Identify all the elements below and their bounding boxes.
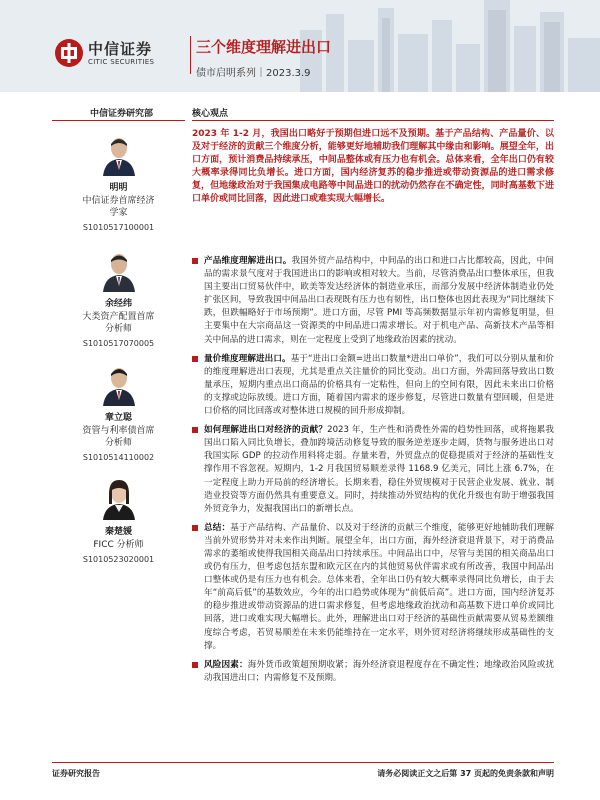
summary-paragraph: 2023 年 1-2 月，我国出口略好于预期但进口远不及预期。基于产品结构、产品量价、以及对于经济的贡献三个维度分析，能够更好地辅助我们理解其中缘由和影响。展望全年，出口方面，预计消费品持续承压，中间品整体或有压力也有机会。总体来看，全年出口仍有较大概率录得同比负增长。进口方面，国内经济复苏的稳步推进或带动资源品的进口需求修复，但地缘政治对于我国集成电路等中间品进口的扰动仍然存在不确定性，同时高基数下进口单价或同比回落，因此进口或难实现大幅增长。 xyxy=(192,129,554,205)
analyst-photo xyxy=(101,364,137,406)
footer-report-type: 证券研究报告 xyxy=(52,769,100,778)
main-divider xyxy=(192,120,554,121)
bullet-square-icon xyxy=(192,662,198,668)
analyst-title: 分析师 xyxy=(104,324,132,334)
analyst-title: 分析师 xyxy=(104,438,132,448)
analyst-name: 章立聪 xyxy=(104,413,132,423)
bullet-item xyxy=(192,522,554,653)
analyst-card xyxy=(52,250,185,350)
analyst-card xyxy=(52,364,185,464)
analyst-license-id: S1010517100001 xyxy=(82,223,155,232)
analyst-title: 资管与利率债首席 xyxy=(82,426,155,436)
sidebar-divider xyxy=(52,120,185,121)
analyst-card xyxy=(52,134,185,234)
analyst-license-id: S1010523020001 xyxy=(82,555,155,564)
bullet-heading: 如何理解进出口对经济的贡献？ xyxy=(204,425,328,436)
report-subtitle: 债市启明系列｜2023.3.9 xyxy=(196,68,311,79)
bullet-square-icon xyxy=(192,258,198,264)
footer-divider xyxy=(52,762,554,763)
bullet-item xyxy=(192,255,554,347)
header-divider xyxy=(190,36,191,74)
bullet-square-icon xyxy=(192,356,198,362)
analyst-photo xyxy=(101,134,137,176)
report-title: 三个维度理解进出口 xyxy=(196,38,332,56)
analyst-title: 学家 xyxy=(109,208,128,218)
analyst-photo xyxy=(101,250,137,292)
bullet-heading: 产品维度理解进出口。 xyxy=(204,256,292,266)
analyst-title: 中信证券首席经济 xyxy=(82,196,155,206)
bullet-square-icon xyxy=(192,525,198,531)
analyst-title: 大类资产配置首席 xyxy=(82,312,155,322)
analyst-name: 秦楚媛 xyxy=(104,527,132,537)
sidebar-heading: 中信证券研究部 xyxy=(90,109,154,119)
bullet-square-icon xyxy=(192,427,198,433)
analyst-license-id: S1010517070005 xyxy=(82,339,155,348)
report-header xyxy=(0,0,600,92)
logo-english-text: CITIC SECURITIES xyxy=(88,58,155,66)
analyst-name: 余经纬 xyxy=(104,299,132,309)
analyst-license-id: S1010514110002 xyxy=(82,453,155,462)
citic-securities-logo xyxy=(54,38,184,72)
analyst-card xyxy=(52,478,185,566)
bullet-heading: 风险因素： xyxy=(204,659,248,670)
footer-disclaimer: 请务必阅读正文之后第 37 页起的免责条款和声明 xyxy=(377,769,554,778)
bullet-item xyxy=(192,424,554,516)
bullet-body: 海外货币政策超预期收紧；海外经济衰退程度存在不确定性；地缘政治风险或扰动我国进出口；内需修复不及预期。 xyxy=(204,659,554,683)
analyst-photo xyxy=(101,478,137,520)
analyst-title: FICC 分析师 xyxy=(93,540,144,550)
citic-logo-icon xyxy=(54,38,84,68)
bullet-item xyxy=(192,353,554,418)
bullet-heading: 量价维度理解进出口。 xyxy=(204,353,291,364)
bullet-body: 基于“进出口金额=进出口数量*进出口单价”，我们可以分别从量和价的维度理解进出口表现，尤其是重点关注量价的同比变动。出口方面，外需回落导致出口数量承压，短期内重点出口商品的价格具有一定粘性，但向上的空间有限，因此未来出口价格的支撑或边际放缓。进口方面，随着国内需求的逐步修复，尽管进口数量有望回暖，但是进口价格的同比回落或对整体进口规模的回升形成抑制。 xyxy=(204,353,554,417)
bullet-body: 2023 年，生产性和消费性外需的趋势性回落，或将拖累我国出口陷入同比负增长，叠加跨境活动修复导致的服务逆差逐步走阔，货物与服务进出口对我国实际 GDP 的拉动作用料将走弱。存量来看，外贸盘点的促稳提质对于经济的基础性支撑作用不容忽视。短期内，1-2 月我国贸易顺差录得 1168.9 亿美元，同比上涨 6.7%，在一定程度上助力开局前的经济增长。长期来看，稳住外贸规模对于民营企业发展、就业、制造业投资等方面仍然具有重要意义。同时，持续推动外贸结构的优化升级也有助于增强我国外贸竞争力，发掘我国出口的新增长点。 xyxy=(204,425,554,514)
core-viewpoints-heading: 核心观点 xyxy=(192,109,229,119)
analyst-name: 明明 xyxy=(109,183,128,193)
logo-chinese-text: 中信证券 xyxy=(88,40,153,58)
bullet-list xyxy=(192,255,554,691)
bullet-body: 基于产品结构、产品量价、以及对于经济的贡献三个维度，能够更好地辅助我们理解当前外贸形势并对未来作出判断。展望全年，出口方面，海外经济衰退背景下，对于消费品需求的萎缩或使得我国相关商品出口持续承压。中间品出口中，尽管与美国的相关商品出口或仍有压力，但考虑包括东盟和欧元区在内的其他贸易伙伴需求或有所改善，我国中间品出口整体或仍是有压力也有机会。总体来看，全年出口仍有较大概率录得同比负增长，由于去年“前高后低”的基数效应，今年的出口趋势或体现为“前低后高”。进口方面，国内经济复苏的稳步推进或带动资源品的进口需求修复，但考虑地缘政治扰动和高基数下进口单价或同比回落，进口或难实现大幅增长。此外，理解进出口对于经济的基础性贡献需要从贸易差额维度综合考虑，若贸易顺差在未来仍能维持在一定水平，则外贸对经济将继续形成基础性的支撑。 xyxy=(204,522,554,651)
bullet-heading: 总结： xyxy=(204,522,231,533)
bullet-body: 我国外贸产品结构中，中间品的出口和进口占比都较高，因此，中间品的需求景气度对于我国进出口的影响或相对较大。当前，尽管消费品出口整体承压，但我国主要出口贸易伙伴中，欧美等发达经济体的制造业承压，而部分发展中经济体制造业仍处扩张区间，导致我国中间品出口表现既有压力也有韧性，出口整体也因此表现为“同比继续下跌，但跌幅略好于市场预期”。进口方面，尽管 PMI 等高频数据显示年初内需修复明显，但主要集中在大宗商品这一资源类的中间品进口需求增长。对于机电产品、高新技术产品等相关中间品的进口需求，则在一定程度上受到了地缘政治因素的扰动。 xyxy=(204,256,554,345)
bullet-item xyxy=(192,659,554,685)
